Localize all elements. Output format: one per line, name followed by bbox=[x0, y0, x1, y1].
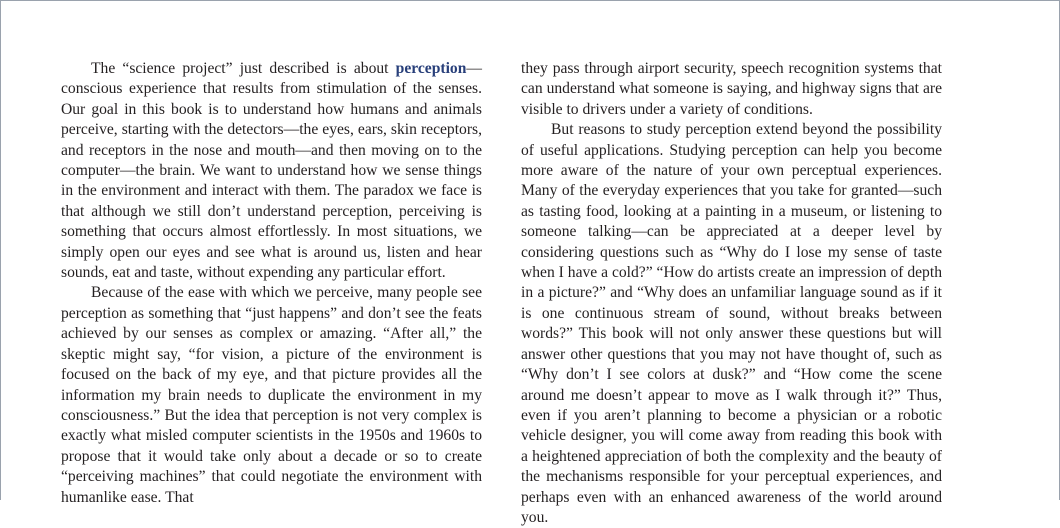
paragraph-body-text: —conscious experience that results from stimulation of the senses. Our goal in this book is to understand how humans and animals perceive, starting with the detectors—the eyes, ears, skin receptors, and receptors in the nose and mouth—and then moving on to the computer—the brain. We want to understand how we sense things in the environment and interact with them. The paradox we face is that although we still don’t understand perception, perceiving is something that occurs almost effortlessly. In most situations, we simply open our eyes and see what is around us, listen and hear sounds, eat and taste, without expending any particular effort. bbox=[61, 60, 482, 282]
left-text-column bbox=[61, 59, 482, 508]
right-text-column bbox=[521, 59, 942, 528]
key-term-perception: perception bbox=[395, 60, 467, 77]
paragraph-ease-of-perception: Because of the ease with which we perceive, many people see perception as something that “just happens” and don’t see the feats achieved by our senses as complex or amazing. “After all,” the skeptic might say, “for vision, a picture of the environment is focused on the back of my eye, and that picture provides all the information my brain needs to duplicate the environment in my consciousness.” But the idea that perception is not very complex is exactly what misled computer scientists in the 1950s and 1960s to propose that it would take only about a decade or so to create “perceiving machines” that could negotiate the environment with humanlike ease. That bbox=[61, 284, 482, 506]
paragraph-reasons-to-study: But reasons to study perception extend beyond the possibility of useful applications. Studying perception can help you become more aware of the nature of your own perceptual experiences. Many of the everyday experiences that you take for granted—such as tasting food, looking at a painting in a museum, or listening to someone talking—can be appreciated at a deeper level by considering questions such as “Why do I lose my sense of taste when I have a cold?” “How do artists create an impression of depth in a picture?” and “Why does an unfamiliar language sound as if it is one continuous stream of sound, without breaks between words?” This book will not only answer these questions but will answer other questions that you may not have thought of, such as “Why don’t I see colors at dusk?” and “How come the scene around me doesn’t appear to move as I walk through it?” Thus, even if you aren’t planning to become a physician or a robotic vehicle designer, you will come away from reading this book with a heightened appreciation of both the complexity and the beauty of the mechanisms responsible for your perceptual experiences, and perhaps even with an enhanced awareness of the world around you. bbox=[521, 121, 942, 526]
paragraph-lead-text: The “science project” just described is about bbox=[91, 60, 396, 77]
paragraph-applications-continued: they pass through airport security, speech recognition systems that can understand what someone is saying, and highway signs that are visible to drivers under a variety of conditions. bbox=[521, 60, 942, 118]
paragraph-perception-definition bbox=[61, 59, 482, 283]
